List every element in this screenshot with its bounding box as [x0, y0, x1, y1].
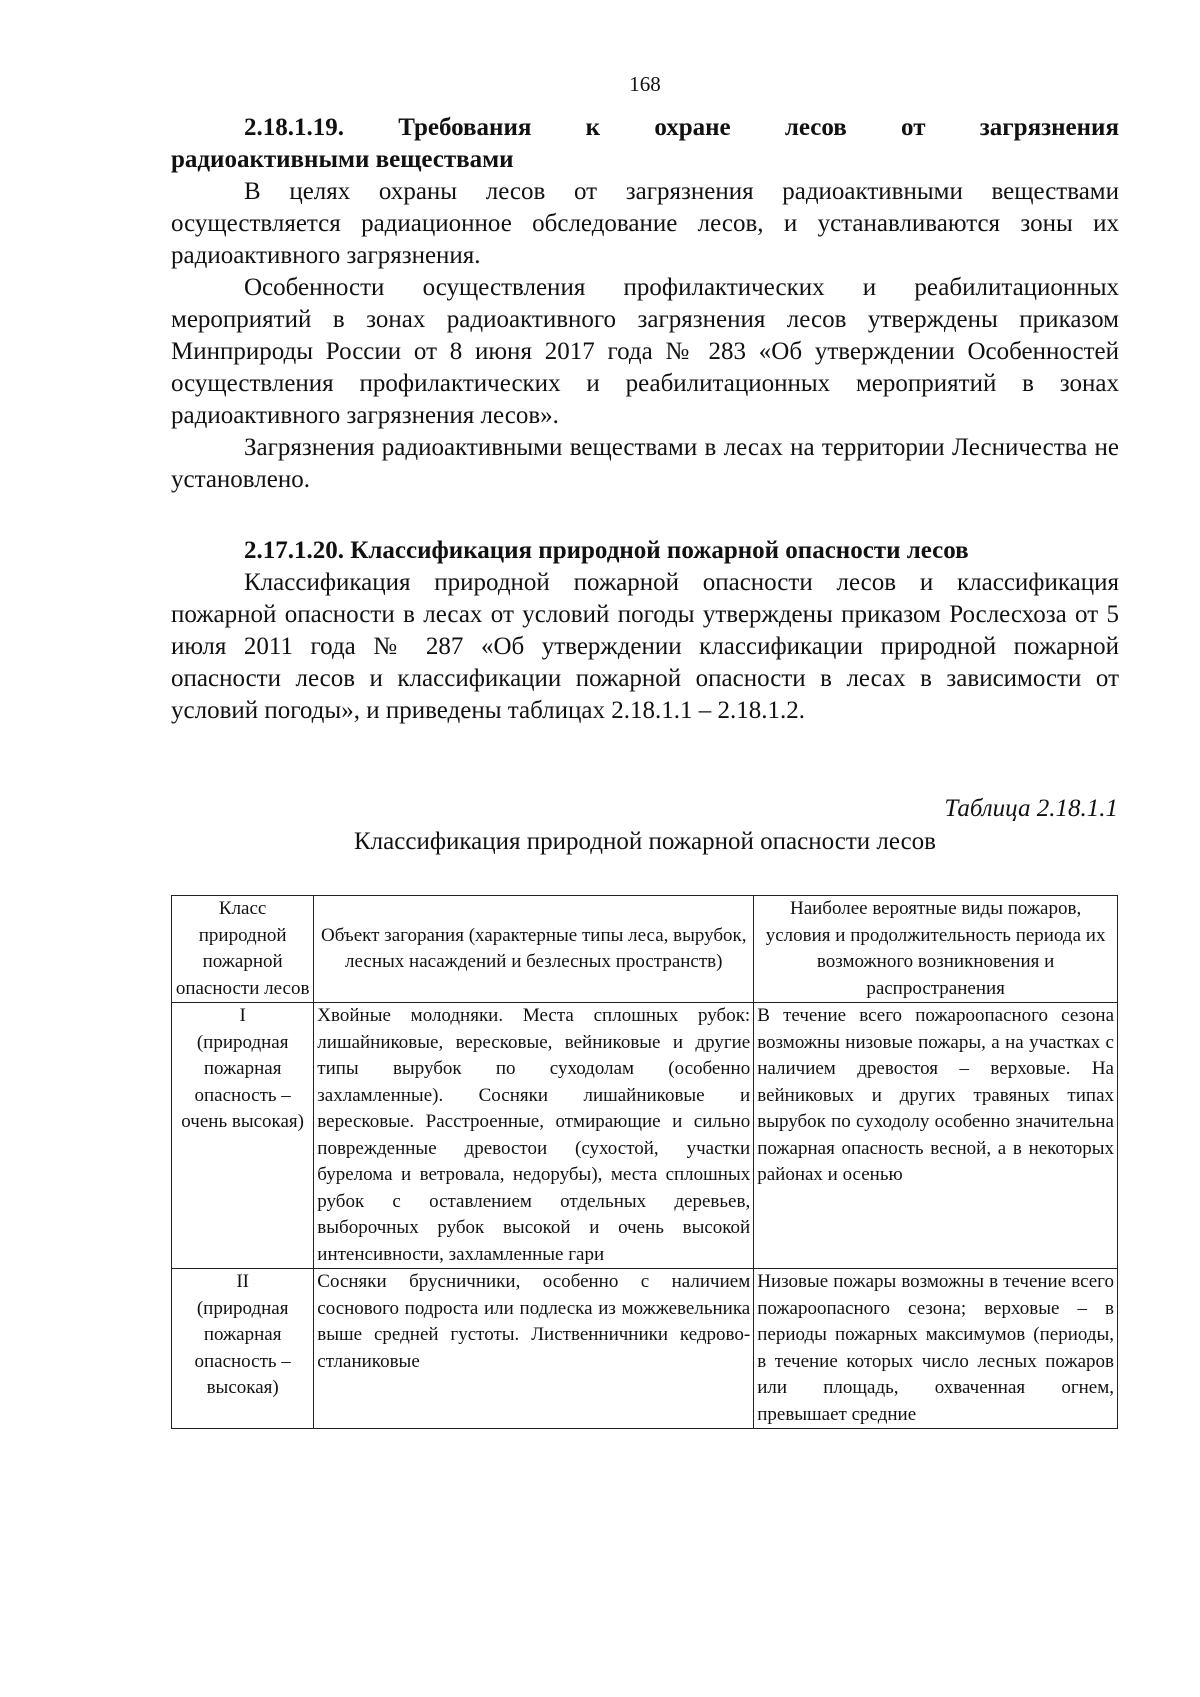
- table-title: Классификация природной пожарной опасности лесов: [354, 828, 936, 855]
- paragraph: В целях охраны лесов от загрязнения радиоактивными веществами осуществляется радиационное обследование лесов, и устанавливаются зоны их радиоактивного загрязнения.: [171, 178, 1119, 269]
- class-number: II: [236, 1271, 249, 1292]
- paragraph: Классификация природной пожарной опасности лесов и классификация пожарной опасности в лесах от условий погоды утверждены приказом Рослесхоза от 5 июля 2011 года № 287 «Об утверждении классификации природной пожарной опасности лесов и классификации пожарной опасности в лесах в зависимости от условий погоды», и приведены таблицах 2.18.1.1 – 2.18.1.2.: [171, 569, 1119, 724]
- heading-word: загрязнения: [979, 114, 1119, 141]
- header-fires: Наиболее вероятные виды пожаров, условия и продолжительность периода их возможного возникновения и распространения: [754, 896, 1118, 1003]
- heading-word: Требования: [398, 114, 532, 141]
- section-heading: 2.17.1.20. Классификация природной пожарной опасности лесов: [244, 537, 969, 564]
- class-cell: [172, 1269, 314, 1429]
- heading-word: лесов: [784, 114, 847, 141]
- fires-cell: Низовые пожары возможны в течение всего пожароопасного сезона; верховые – в периоды пожарных максимумов (периоды, в течение которых число лесных пожаров или площадь, охваченная огнем, превышает средние: [754, 1269, 1118, 1429]
- header-class: Класс природной пожарной опасности лесов: [172, 896, 314, 1003]
- heading-word: 2.18.1.19.: [244, 114, 344, 141]
- section-radioactive: [171, 112, 1119, 496]
- paragraph: Особенности осуществления профилактических и реабилитационных мероприятий в зонах радиоактивного загрязнения лесов утверждены приказом Минприроды России от 8 июня 2017 года № 283 «Об утверждении Особенностей осуществления профилактических и реабилитационных мероприятий в зонах радиоактивного загрязнения лесов».: [171, 274, 1119, 429]
- heading-word: от: [901, 114, 926, 141]
- heading-word: охране: [654, 114, 731, 141]
- fires-cell: В течение всего пожароопасного сезона возможны низовые пожары, а на участках с наличием древостоя – верховые. На вейниковых и других травяных типах вырубок по суходолу особенно значительна пожарная опасность весной, а в некоторых районах и осенью: [754, 1003, 1118, 1269]
- section-heading-line1: [171, 112, 1119, 144]
- object-cell: Сосняки брусничники, особенно с наличием соснового подроста или подлеска из можжевельника выше средней густоты. Лиственничники кедрово-стланиковые: [314, 1269, 754, 1429]
- class-cell: [172, 1003, 314, 1269]
- class-number: I: [239, 1005, 246, 1026]
- table-row: [172, 1003, 1118, 1269]
- header-object: Объект загорания (характерные типы леса, вырубок, лесных насаждений и безлесных пространств): [314, 896, 754, 1003]
- section-fire-classification: [171, 535, 1119, 727]
- section-heading-line2: радиоактивными веществами: [171, 146, 514, 173]
- table-label: Таблица 2.18.1.1: [944, 795, 1118, 822]
- object-cell: Хвойные молодняки. Места сплошных рубок: лишайниковые, вересковые, вейниковые и другие типы вырубок по суходолам (особенно захламленные). Сосняки лишайниковые и вересковые. Расстроенные, отмирающие и сильно поврежденные древостои (сухостой, участки бурелома и ветровала, недорубы), места сплошных рубок с оставлением отдельных деревьев, выборочных рубок высокой и очень высокой интенсивности, захламленные гари: [314, 1003, 754, 1269]
- table-header-row: [172, 896, 1118, 1003]
- class-description: (природная пожарная опасность – очень высокая): [181, 1031, 304, 1132]
- paragraph: Загрязнения радиоактивными веществами в лесах на территории Лесничества не установлено.: [171, 434, 1119, 493]
- page-number: 168: [629, 72, 661, 96]
- heading-word: к: [585, 114, 601, 141]
- fire-danger-table: [171, 895, 1118, 1429]
- class-description: (природная пожарная опасность – высокая): [194, 1297, 291, 1398]
- table-row: [172, 1269, 1118, 1429]
